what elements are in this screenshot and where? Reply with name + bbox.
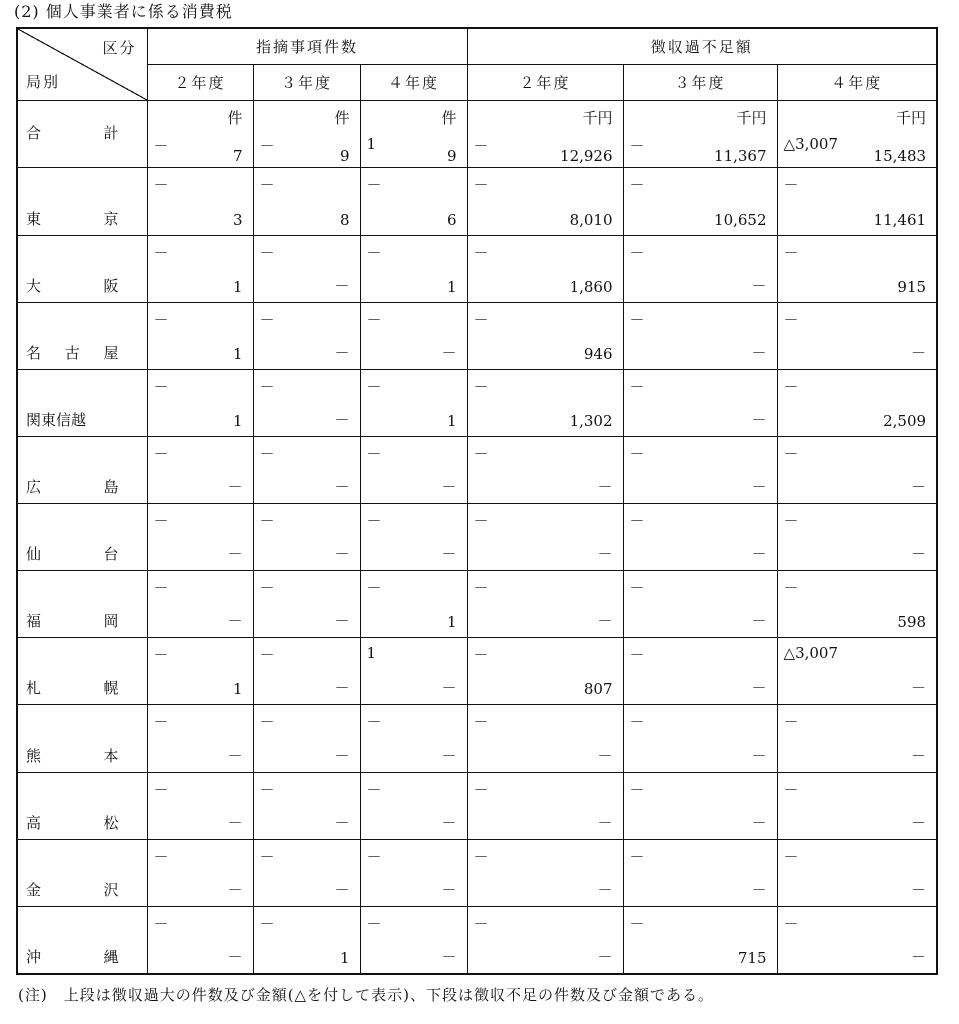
value-cell xyxy=(777,638,937,705)
header-row-1 xyxy=(17,28,937,65)
shortfall-value: － xyxy=(597,813,613,832)
shortfall-value: 598 xyxy=(897,613,927,632)
excess-value: － xyxy=(366,310,382,329)
value-cell xyxy=(467,705,623,772)
value-cell xyxy=(623,839,777,906)
value-cell xyxy=(777,302,937,369)
excess-value: － xyxy=(473,713,489,732)
table-row xyxy=(17,772,937,839)
excess-value: － xyxy=(259,646,275,665)
bureau-name: 熊 本 xyxy=(26,746,119,765)
value-cell xyxy=(360,839,467,906)
shortfall-value: － xyxy=(334,679,350,698)
excess-value: － xyxy=(259,176,275,195)
shortfall-value: 3 xyxy=(232,210,243,229)
excess-value: － xyxy=(153,646,169,665)
bureau-name-cell xyxy=(17,705,147,772)
excess-value: － xyxy=(783,847,799,866)
value-cell xyxy=(147,504,253,571)
value-cell xyxy=(623,436,777,503)
year-header: ２年度 xyxy=(467,65,623,101)
table-row xyxy=(17,839,937,906)
value-cell xyxy=(147,638,253,705)
excess-value: － xyxy=(366,243,382,262)
shortfall-value: － xyxy=(751,746,767,765)
bureau-name: 東 京 xyxy=(26,209,119,228)
shortfall-value: － xyxy=(751,276,767,295)
excess-value: － xyxy=(259,713,275,732)
shortfall-value: － xyxy=(597,612,613,631)
shortfall-value: － xyxy=(911,746,927,765)
shortfall-value: 15,483 xyxy=(873,147,927,166)
value-cell xyxy=(777,906,937,974)
value-cell xyxy=(777,436,937,503)
shortfall-value: － xyxy=(911,343,927,362)
shortfall-value: － xyxy=(751,545,767,564)
value-cell xyxy=(623,906,777,974)
shortfall-value: － xyxy=(334,343,350,362)
excess-value: － xyxy=(629,512,645,531)
shortfall-value: 2,509 xyxy=(883,411,927,430)
excess-value: － xyxy=(473,646,489,665)
value-cell xyxy=(623,101,777,168)
value-cell xyxy=(147,772,253,839)
value-cell xyxy=(777,772,937,839)
shortfall-value: － xyxy=(597,478,613,497)
excess-value: － xyxy=(629,713,645,732)
excess-value: － xyxy=(783,310,799,329)
value-cell xyxy=(253,436,360,503)
consumption-tax-table xyxy=(16,27,938,975)
excess-value: － xyxy=(153,512,169,531)
excess-value: － xyxy=(783,914,799,933)
excess-value: 1 xyxy=(366,644,377,663)
excess-value: － xyxy=(366,579,382,598)
excess-value: － xyxy=(783,713,799,732)
shortfall-value: 715 xyxy=(737,949,767,967)
shortfall-value: － xyxy=(597,746,613,765)
bureau-name-cell xyxy=(17,302,147,369)
excess-value: － xyxy=(366,713,382,732)
shortfall-value: － xyxy=(227,880,243,899)
table-row xyxy=(17,705,937,772)
excess-value: － xyxy=(473,444,489,463)
excess-value: － xyxy=(783,579,799,598)
excess-value: － xyxy=(473,780,489,799)
excess-value: － xyxy=(153,579,169,598)
excess-value: － xyxy=(629,377,645,396)
value-cell xyxy=(253,504,360,571)
value-cell xyxy=(253,906,360,974)
section-title: (2) 個人事業者に係る消費税 xyxy=(14,2,233,21)
shortfall-value: 6 xyxy=(446,210,457,229)
year-header: ４年度 xyxy=(777,65,937,101)
value-cell xyxy=(253,101,360,168)
value-cell xyxy=(467,436,623,503)
value-cell xyxy=(623,235,777,302)
shortfall-value: － xyxy=(911,545,927,564)
unit-label: 千円 xyxy=(582,109,613,128)
shortfall-value: 7 xyxy=(232,147,243,166)
value-cell xyxy=(360,101,467,168)
shortfall-value: － xyxy=(751,679,767,698)
table-row xyxy=(17,101,937,168)
shortfall-value: － xyxy=(441,679,457,698)
shortfall-value: 915 xyxy=(897,277,927,296)
bureau-name: 札 幌 xyxy=(26,679,119,698)
bureau-name-cell xyxy=(17,772,147,839)
value-cell xyxy=(623,168,777,235)
excess-value: － xyxy=(629,310,645,329)
value-cell xyxy=(623,571,777,638)
excess-value: － xyxy=(473,176,489,195)
shortfall-value: － xyxy=(911,948,927,966)
bureau-name: 沖 縄 xyxy=(26,948,119,966)
shortfall-value: － xyxy=(441,948,457,966)
kyokubetsu-label: 局別 xyxy=(26,73,61,92)
value-cell xyxy=(777,504,937,571)
value-cell xyxy=(623,772,777,839)
value-cell xyxy=(623,369,777,436)
shortfall-value: 1 xyxy=(446,277,457,296)
shortfall-value: － xyxy=(751,880,767,899)
shortfall-value: － xyxy=(911,679,927,698)
bureau-name-cell xyxy=(17,235,147,302)
shortfall-value: 11,367 xyxy=(714,147,767,166)
value-cell xyxy=(147,571,253,638)
excess-value: － xyxy=(629,646,645,665)
bureau-name-cell xyxy=(17,504,147,571)
excess-value: － xyxy=(153,377,169,396)
shortfall-value: 11,461 xyxy=(873,210,927,229)
excess-value: － xyxy=(153,137,169,156)
diagonal-header-cell xyxy=(17,28,147,101)
header-row-2 xyxy=(17,65,937,101)
shortfall-value: － xyxy=(334,612,350,631)
bureau-name-cell xyxy=(17,839,147,906)
value-cell xyxy=(467,101,623,168)
excess-value: － xyxy=(153,243,169,262)
table-row xyxy=(17,235,937,302)
shortfall-value: － xyxy=(751,343,767,362)
table-row xyxy=(17,302,937,369)
excess-value: － xyxy=(259,137,275,156)
shortfall-value: 12,926 xyxy=(560,147,613,166)
value-cell xyxy=(777,369,937,436)
excess-value: － xyxy=(259,377,275,396)
table-row xyxy=(17,369,937,436)
shortfall-value: 8 xyxy=(339,210,350,229)
bureau-name: 大 阪 xyxy=(26,276,119,295)
shortfall-value: 946 xyxy=(583,344,613,363)
shortfall-value: － xyxy=(334,478,350,497)
excess-value: － xyxy=(153,176,169,195)
bureau-name: 福 岡 xyxy=(26,612,119,631)
shortfall-value: － xyxy=(751,813,767,832)
excess-value: － xyxy=(473,243,489,262)
excess-value: － xyxy=(473,847,489,866)
shortfall-value: 807 xyxy=(583,680,613,699)
excess-value: － xyxy=(259,444,275,463)
excess-value: － xyxy=(259,914,275,933)
value-cell xyxy=(147,906,253,974)
value-cell xyxy=(360,638,467,705)
unit-label: 件 xyxy=(334,109,350,128)
excess-value: － xyxy=(629,914,645,933)
excess-value: － xyxy=(629,137,645,156)
shortfall-value: － xyxy=(597,545,613,564)
excess-value: － xyxy=(259,780,275,799)
table-row xyxy=(17,571,937,638)
excess-value: 1 xyxy=(366,135,377,154)
shortfall-value: 1 xyxy=(232,277,243,296)
shortfall-value: － xyxy=(334,880,350,899)
value-cell xyxy=(147,235,253,302)
value-cell xyxy=(623,504,777,571)
excess-value: － xyxy=(366,377,382,396)
value-cell xyxy=(360,906,467,974)
excess-value: － xyxy=(629,444,645,463)
bureau-name: 関 東 信 越 xyxy=(26,410,87,429)
shortfall-value: － xyxy=(227,612,243,631)
bureau-name-cell xyxy=(17,638,147,705)
value-cell xyxy=(777,101,937,168)
value-cell xyxy=(623,638,777,705)
shortfall-value: － xyxy=(227,813,243,832)
excess-value: － xyxy=(366,176,382,195)
shortfall-value: － xyxy=(441,545,457,564)
shortfall-value: － xyxy=(227,545,243,564)
excess-value: － xyxy=(366,914,382,933)
shortfall-value: 1 xyxy=(339,949,350,967)
shortfall-value: － xyxy=(441,813,457,832)
year-header: ４年度 xyxy=(360,65,467,101)
value-cell xyxy=(253,839,360,906)
shortfall-value: － xyxy=(227,478,243,497)
excess-value: － xyxy=(473,914,489,933)
excess-value: △3,007 xyxy=(783,644,839,663)
shortfall-value: － xyxy=(334,545,350,564)
year-header: ２年度 xyxy=(147,65,253,101)
value-cell xyxy=(467,504,623,571)
value-cell xyxy=(360,369,467,436)
shortfall-value: － xyxy=(911,880,927,899)
value-cell xyxy=(467,235,623,302)
excess-value: － xyxy=(629,243,645,262)
group-header-counts: 指摘事項件数 xyxy=(147,28,467,65)
excess-value: － xyxy=(153,780,169,799)
bureau-name-cell xyxy=(17,168,147,235)
excess-value: － xyxy=(153,310,169,329)
bureau-name: 名 古 屋 xyxy=(26,343,119,362)
kubun-label: 区分 xyxy=(102,39,137,57)
value-cell xyxy=(360,168,467,235)
shortfall-value: － xyxy=(441,478,457,497)
excess-value: － xyxy=(259,310,275,329)
excess-value: － xyxy=(629,579,645,598)
shortfall-value: － xyxy=(911,478,927,497)
value-cell xyxy=(467,168,623,235)
value-cell xyxy=(253,571,360,638)
shortfall-value: － xyxy=(751,612,767,631)
shortfall-value: － xyxy=(227,746,243,765)
unit-label: 件 xyxy=(441,109,457,128)
value-cell xyxy=(147,168,253,235)
value-cell xyxy=(467,772,623,839)
value-cell xyxy=(253,168,360,235)
excess-value: － xyxy=(366,847,382,866)
value-cell xyxy=(467,369,623,436)
value-cell xyxy=(253,369,360,436)
shortfall-value: － xyxy=(334,276,350,295)
excess-value: － xyxy=(153,444,169,463)
value-cell xyxy=(360,235,467,302)
excess-value: － xyxy=(366,780,382,799)
excess-value: － xyxy=(473,377,489,396)
value-cell xyxy=(467,638,623,705)
value-cell xyxy=(777,571,937,638)
value-cell xyxy=(360,571,467,638)
bureau-name-cell xyxy=(17,906,147,974)
excess-value: － xyxy=(153,713,169,732)
table-row xyxy=(17,504,937,571)
value-cell xyxy=(360,436,467,503)
value-cell xyxy=(147,101,253,168)
excess-value: － xyxy=(783,377,799,396)
value-cell xyxy=(467,571,623,638)
bureau-name-cell xyxy=(17,436,147,503)
bureau-name-cell xyxy=(17,369,147,436)
bureau-name-cell xyxy=(17,571,147,638)
shortfall-value: 1 xyxy=(232,344,243,363)
shortfall-value: 9 xyxy=(446,147,457,166)
shortfall-value: 10,652 xyxy=(714,210,767,229)
excess-value: △3,007 xyxy=(783,135,839,154)
excess-value: － xyxy=(473,512,489,531)
value-cell xyxy=(253,705,360,772)
shortfall-value: － xyxy=(441,746,457,765)
value-cell xyxy=(467,906,623,974)
value-cell xyxy=(777,235,937,302)
footnote: (注) 上段は徴収過大の件数及び金額(△を付して表示)、下段は徴収不足の件数及び金額である。 xyxy=(18,986,714,1004)
excess-value: － xyxy=(783,444,799,463)
excess-value: － xyxy=(473,137,489,156)
value-cell xyxy=(360,302,467,369)
bureau-name-cell xyxy=(17,101,147,168)
table-row xyxy=(17,436,937,503)
value-cell xyxy=(147,369,253,436)
table-row xyxy=(17,638,937,705)
shortfall-value: － xyxy=(751,410,767,429)
excess-value: － xyxy=(259,243,275,262)
year-header: ３年度 xyxy=(623,65,777,101)
value-cell xyxy=(253,772,360,839)
value-cell xyxy=(360,504,467,571)
value-cell xyxy=(360,705,467,772)
value-cell xyxy=(147,436,253,503)
value-cell xyxy=(623,302,777,369)
value-cell xyxy=(467,839,623,906)
shortfall-value: 1,860 xyxy=(569,277,613,296)
excess-value: － xyxy=(366,444,382,463)
value-cell xyxy=(253,235,360,302)
table-row xyxy=(17,906,937,974)
value-cell xyxy=(623,705,777,772)
excess-value: － xyxy=(259,512,275,531)
bureau-name: 金 沢 xyxy=(26,880,119,899)
excess-value: － xyxy=(153,847,169,866)
shortfall-value: 8,010 xyxy=(569,210,613,229)
excess-value: － xyxy=(783,512,799,531)
shortfall-value: － xyxy=(441,343,457,362)
shortfall-value: － xyxy=(751,478,767,497)
shortfall-value: － xyxy=(227,948,243,966)
bureau-name: 高 松 xyxy=(26,813,119,832)
excess-value: － xyxy=(629,780,645,799)
bureau-name: 広 島 xyxy=(26,478,119,497)
excess-value: － xyxy=(629,847,645,866)
excess-value: － xyxy=(783,243,799,262)
bureau-name: 仙 台 xyxy=(26,545,119,564)
shortfall-value: 1 xyxy=(232,680,243,699)
excess-value: － xyxy=(783,176,799,195)
shortfall-value: － xyxy=(441,880,457,899)
shortfall-value: － xyxy=(597,948,613,966)
value-cell xyxy=(777,839,937,906)
excess-value: － xyxy=(153,914,169,933)
value-cell xyxy=(777,168,937,235)
value-cell xyxy=(253,638,360,705)
shortfall-value: 1 xyxy=(232,411,243,430)
table-row xyxy=(17,168,937,235)
excess-value: － xyxy=(259,579,275,598)
value-cell xyxy=(147,705,253,772)
value-cell xyxy=(777,705,937,772)
value-cell xyxy=(360,772,467,839)
group-header-amounts: 徴収過不足額 xyxy=(467,28,937,65)
unit-label: 千円 xyxy=(736,109,767,128)
value-cell xyxy=(147,302,253,369)
excess-value: － xyxy=(629,176,645,195)
shortfall-value: － xyxy=(334,410,350,429)
excess-value: － xyxy=(473,310,489,329)
shortfall-value: 1 xyxy=(446,411,457,430)
value-cell xyxy=(467,302,623,369)
shortfall-value: 1,302 xyxy=(569,411,613,430)
bureau-name: 合 計 xyxy=(26,124,119,143)
shortfall-value: － xyxy=(911,813,927,832)
value-cell xyxy=(253,302,360,369)
value-cell xyxy=(147,839,253,906)
excess-value: － xyxy=(783,780,799,799)
shortfall-value: 9 xyxy=(339,147,350,166)
shortfall-value: － xyxy=(334,813,350,832)
shortfall-value: 1 xyxy=(446,613,457,632)
shortfall-value: － xyxy=(597,880,613,899)
excess-value: － xyxy=(259,847,275,866)
shortfall-value: － xyxy=(334,746,350,765)
excess-value: － xyxy=(366,512,382,531)
unit-label: 件 xyxy=(227,109,243,128)
unit-label: 千円 xyxy=(896,109,927,128)
excess-value: － xyxy=(473,579,489,598)
year-header: ３年度 xyxy=(253,65,360,101)
